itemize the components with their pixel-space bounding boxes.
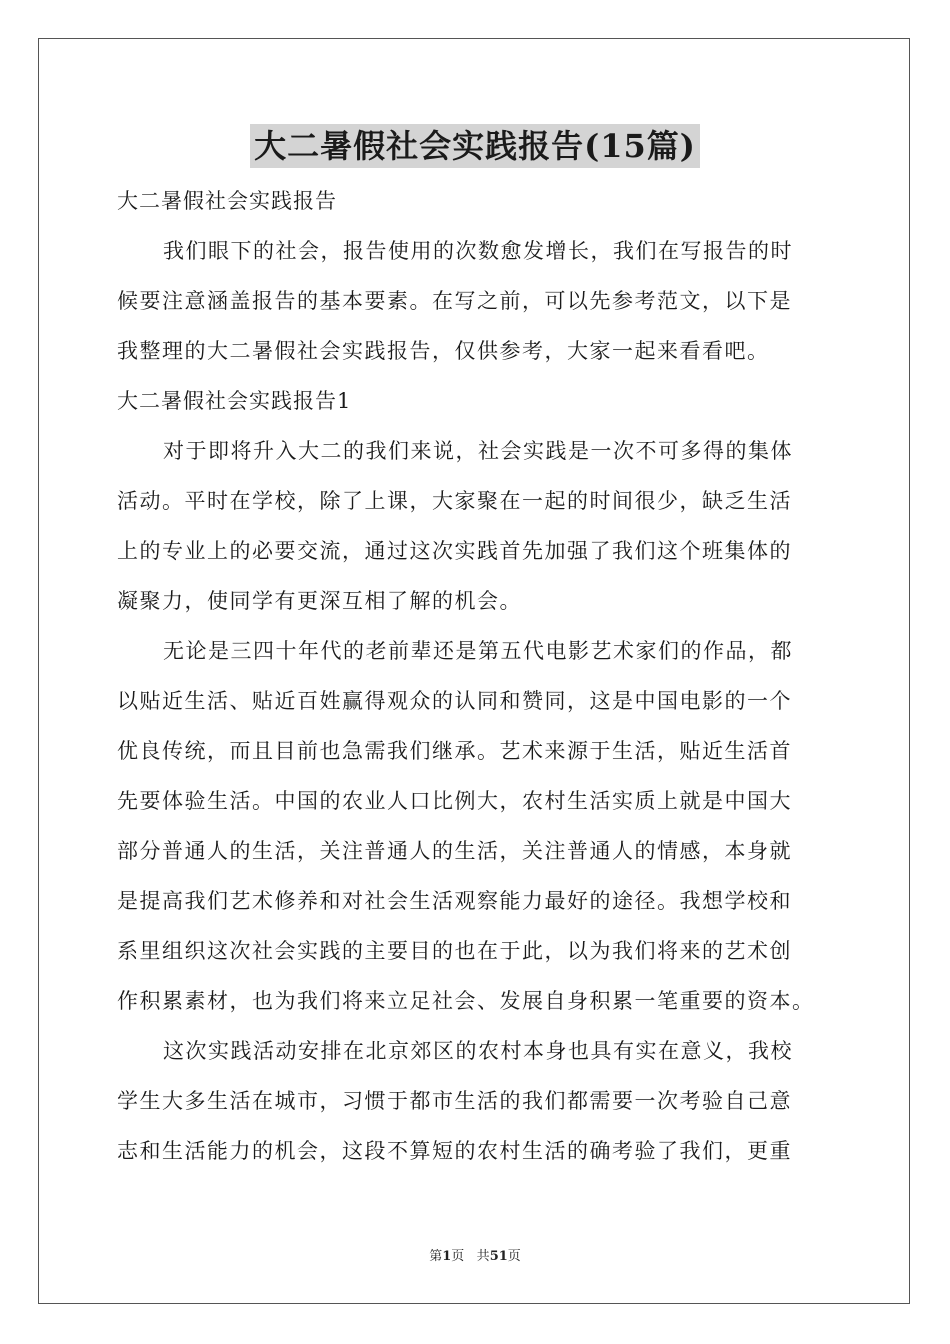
page-footer: [0, 1248, 950, 1266]
document-title: 大二暑假社会实践报告(15篇): [250, 124, 700, 168]
total-page-count: 51: [489, 1249, 508, 1264]
body-line: 这次实践活动安排在北京郊区的农村本身也具有实在意义，我校: [163, 1039, 793, 1063]
page-number-prefix: 第: [429, 1249, 443, 1264]
body-line: 优良传统，而且目前也急需我们继承。艺术来源于生活，贴近生活首: [117, 739, 792, 763]
body-line: 上的专业上的必要交流，通过这次实践首先加强了我们这个班集体的: [117, 539, 792, 563]
body-line: 对于即将升入大二的我们来说，社会实践是一次不可多得的集体: [163, 439, 793, 463]
body-line: 我们眼下的社会，报告使用的次数愈发增长，我们在写报告的时: [163, 239, 793, 263]
body-line: 先要体验生活。中国的农业人口比例大，农村生活实质上就是中国大: [117, 789, 792, 813]
total-pages-prefix: 共: [476, 1249, 490, 1264]
page-number-suffix: 页: [451, 1249, 465, 1264]
total-pages-suffix: 页: [507, 1249, 521, 1264]
section-heading: 大二暑假社会实践报告1: [117, 389, 352, 413]
body-line: 作积累素材，也为我们将来立足社会、发展自身积累一笔重要的资本。: [117, 989, 815, 1013]
title-container: [0, 124, 950, 168]
body-line: 凝聚力，使同学有更深互相了解的机会。: [117, 589, 522, 613]
body-line: 志和生活能力的机会，这段不算短的农村生活的确考验了我们，更重: [117, 1139, 792, 1163]
document-body: [117, 176, 837, 1176]
body-line: 系里组织这次社会实践的主要目的也在于此，以为我们将来的艺术创: [117, 939, 792, 963]
body-line: 候要注意涵盖报告的基本要素。在写之前，可以先参考范文，以下是: [117, 289, 792, 313]
section-heading: 大二暑假社会实践报告: [117, 189, 337, 213]
body-line: 是提高我们艺术修养和对社会生活观察能力最好的途径。我想学校和: [117, 889, 792, 913]
body-line: 我整理的大二暑假社会实践报告，仅供参考，大家一起来看看吧。: [117, 339, 770, 363]
body-line: 部分普通人的生活，关注普通人的生活，关注普通人的情感，本身就: [117, 839, 792, 863]
body-line: 学生大多生活在城市，习惯于都市生活的我们都需要一次考验自己意: [117, 1089, 792, 1113]
current-page-number: 1: [442, 1249, 452, 1264]
body-line: 以贴近生活、贴近百姓赢得观众的认同和赞同，这是中国电影的一个: [117, 689, 792, 713]
body-line: 活动。平时在学校，除了上课，大家聚在一起的时间很少，缺乏生活: [117, 489, 792, 513]
body-line: 无论是三四十年代的老前辈还是第五代电影艺术家们的作品，都: [163, 639, 793, 663]
